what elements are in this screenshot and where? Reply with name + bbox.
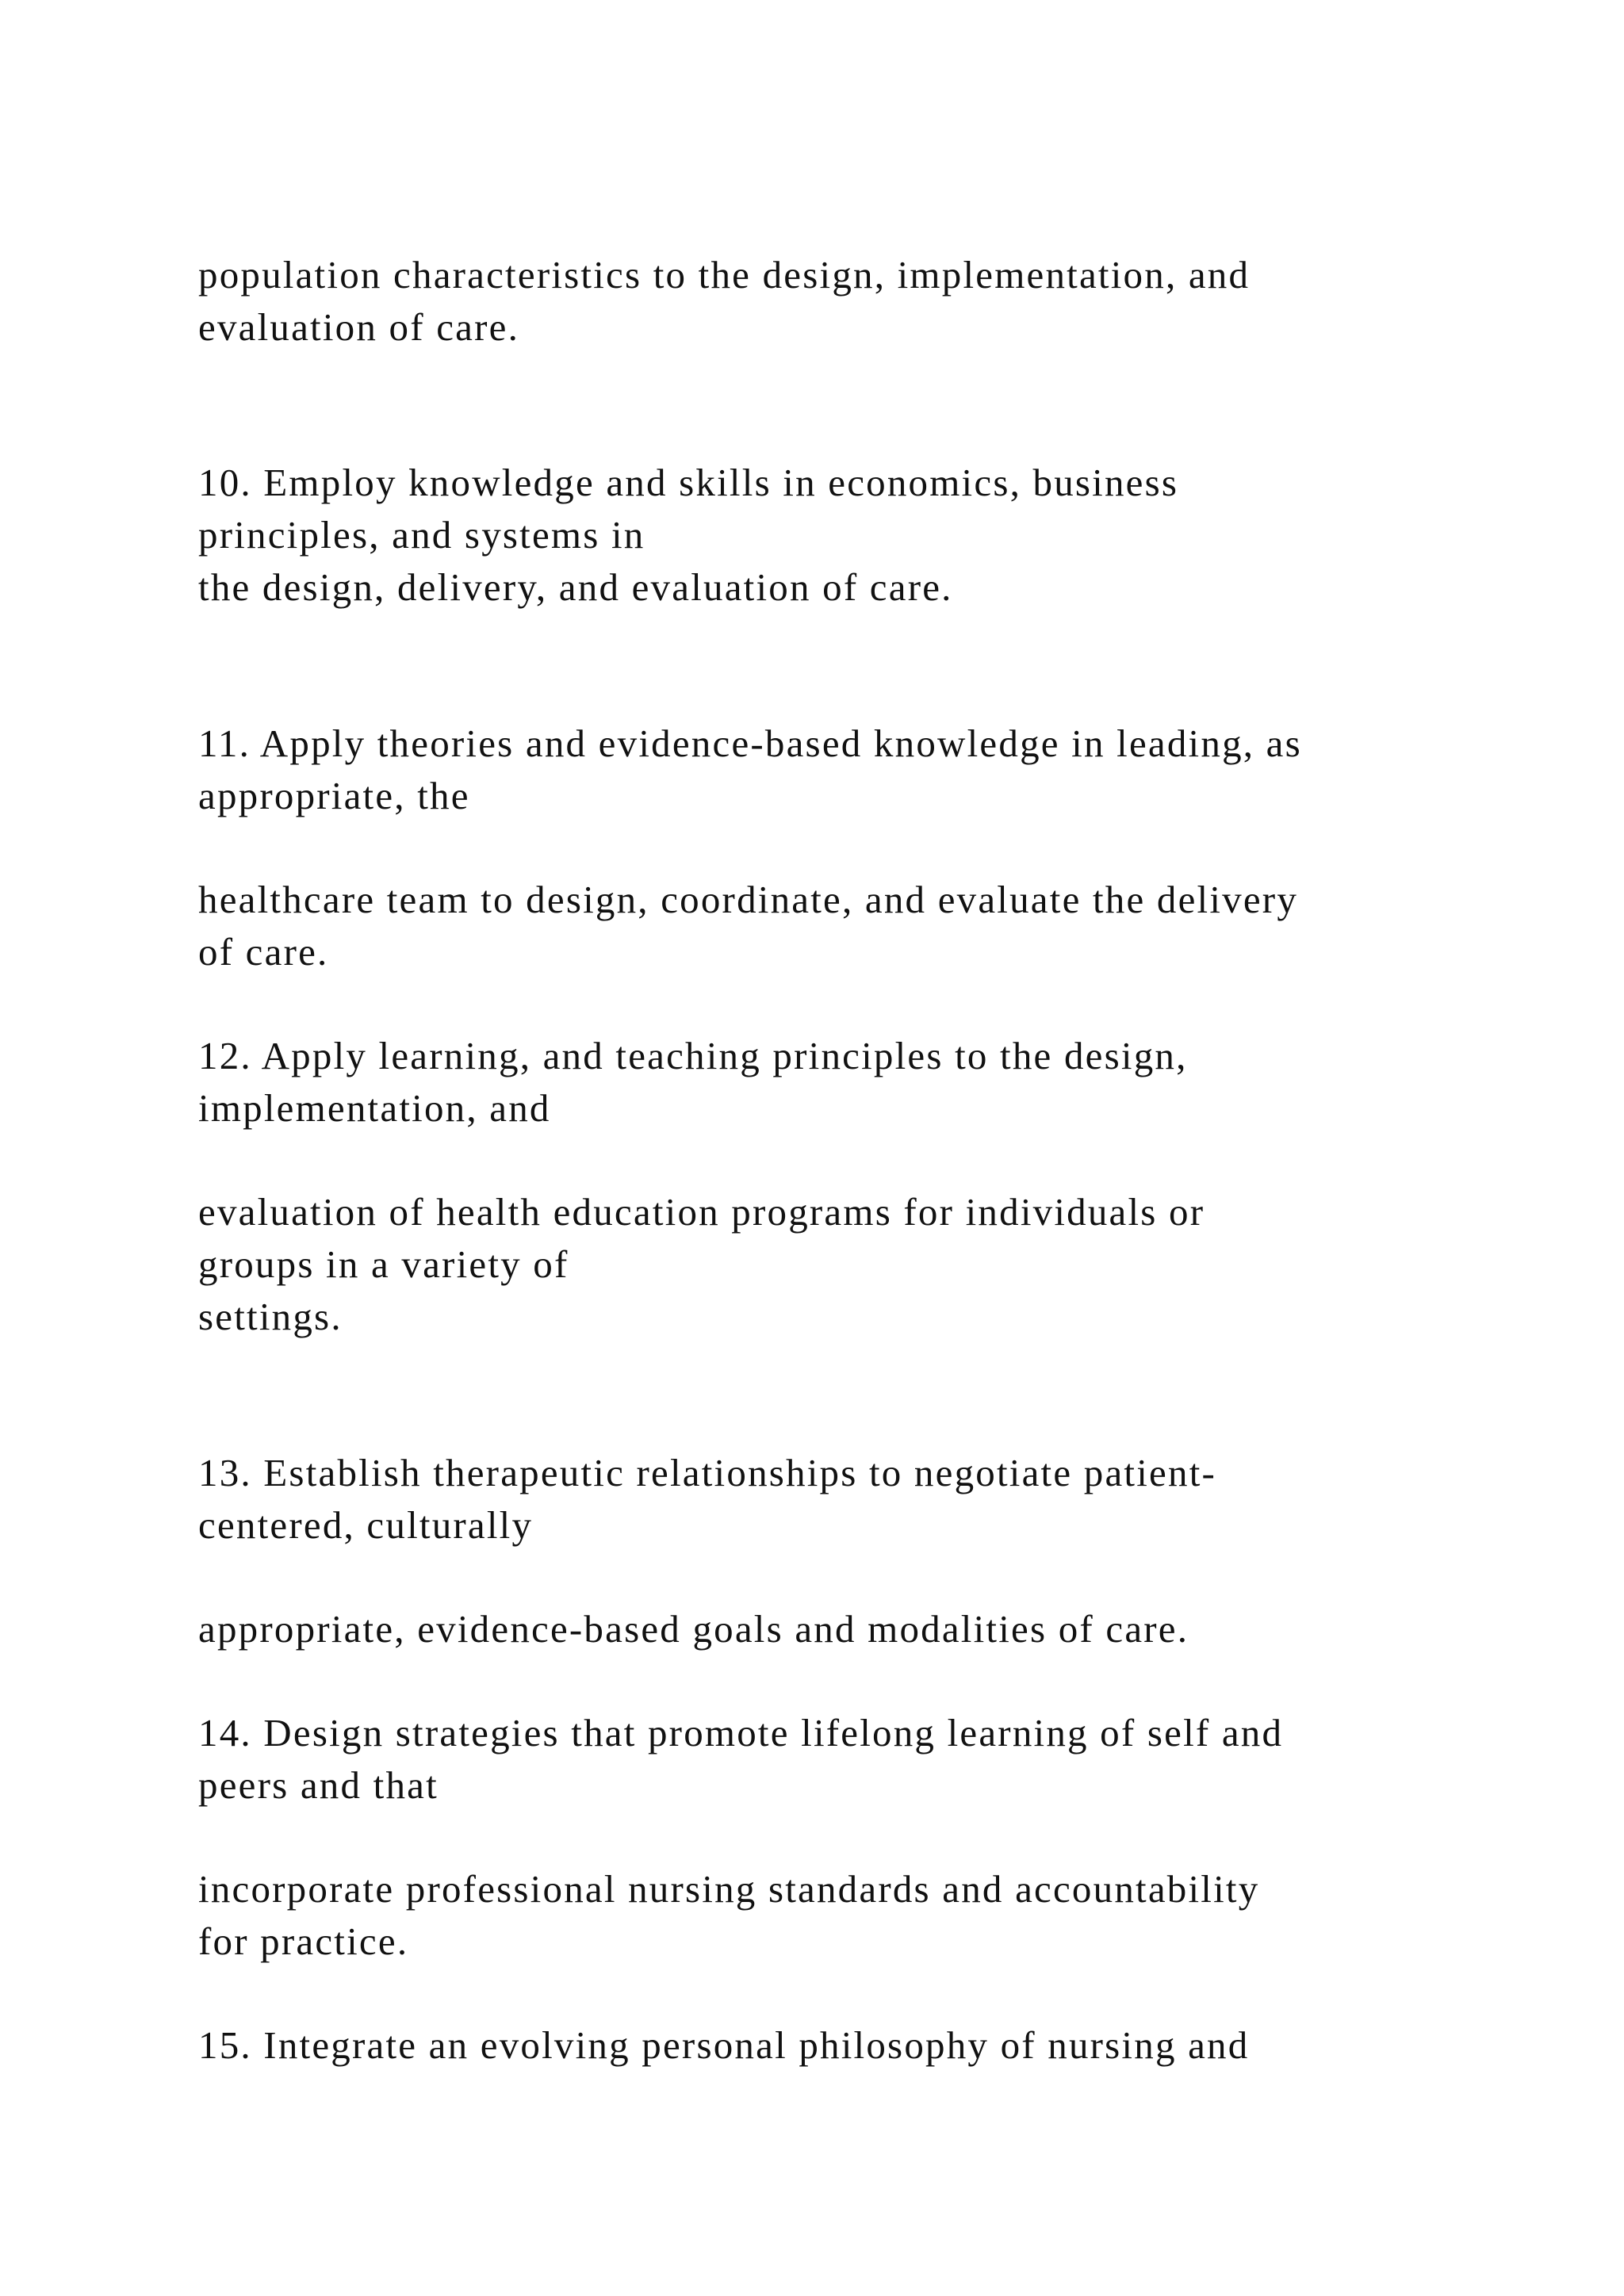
text-line: 12. Apply learning, and teaching principles to the design, — [198, 1034, 1188, 1077]
text-line: of care. — [198, 930, 329, 974]
text-line: groups in a variety of — [198, 1242, 569, 1286]
text-line: implementation, and — [198, 1086, 551, 1130]
text-line: principles, and systems in — [198, 513, 645, 557]
text-line: evaluation of health education programs for individuals or — [198, 1190, 1205, 1234]
text-line: for practice. — [198, 1919, 409, 1963]
text-line: population characteristics to the design, implementation, and — [198, 253, 1251, 297]
text-line: 11. Apply theories and evidence-based knowledge in leading, as — [198, 721, 1302, 765]
text-line: 13. Establish therapeutic relationships to negotiate patient- — [198, 1451, 1217, 1494]
text-line: 15. Integrate an evolving personal philosophy of nursing and — [198, 2023, 1250, 2067]
text-line: peers and that — [198, 1763, 439, 1807]
text-line: centered, culturally — [198, 1503, 534, 1547]
text-line: evaluation of care. — [198, 305, 520, 349]
text-line: appropriate, the — [198, 774, 470, 817]
text-line: 14. Design strategies that promote lifelong learning of self and — [198, 1711, 1284, 1755]
text-line: settings. — [198, 1295, 343, 1338]
text-line: 10. Employ knowledge and skills in economics, business — [198, 461, 1179, 504]
text-line: appropriate, evidence-based goals and modalities of care. — [198, 1607, 1189, 1651]
text-line: healthcare team to design, coordinate, and evaluate the delivery — [198, 878, 1299, 921]
text-line: incorporate professional nursing standards and accountability — [198, 1867, 1260, 1911]
text-line: the design, delivery, and evaluation of care. — [198, 565, 953, 609]
